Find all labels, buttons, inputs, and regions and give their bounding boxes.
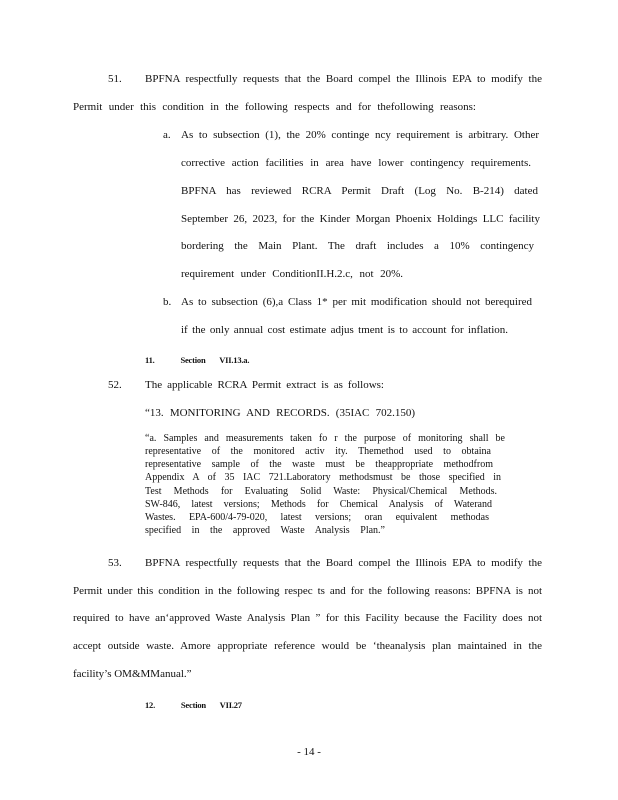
section-ref: VII.27 (219, 700, 242, 710)
section-label: Section (180, 355, 206, 365)
list-item-line: bordering the Main Plant. The draft includes a 10% contingency (181, 240, 534, 252)
paragraph-line: BPFNA respectfully requests that the Board compel the Illinois EPA to modify the (145, 557, 542, 569)
section-ref: VII.13.a. (219, 355, 250, 365)
paragraph-line: facility’s OM&MManual.” (73, 668, 192, 680)
quote-line: specified in the approved Waste Analysis Plan.” (145, 525, 385, 536)
paragraph-line: accept outside waste. Amore appropriate reference would be ‘theanalysis plan maintained in the (73, 640, 542, 652)
list-label: b. (163, 296, 172, 308)
list-item-line: BPFNA has reviewed RCRA Permit Draft (Log No. B-214) dated (181, 185, 538, 197)
section-heading (145, 354, 249, 367)
quote-line: representative sample of the waste must be theappropriate methodfrom (145, 459, 493, 470)
list-item-line: corrective action facilities in area have lower contingency requirements. (181, 157, 531, 169)
page-number: - 14 - (297, 746, 321, 758)
quote-line: Wastes. EPA-600/4-79-020, latest versions; oran equivalent methodas (145, 512, 489, 523)
quote-line: “a. Samples and measurements taken fo r the purpose of monitoring shall be (145, 433, 505, 444)
list-item-line: As to subsection (6),a Class 1* per mit modification should not berequired (181, 296, 532, 308)
section-number: 11. (145, 355, 155, 365)
paragraph-number: 51. (108, 73, 122, 85)
paragraph-line: Permit under this condition in the following respec ts and for the following reasons: BPFNA is not (73, 585, 542, 597)
paragraph-line: The applicable RCRA Permit extract is as follows: (145, 379, 384, 391)
paragraph-line: required to have an‘approved Waste Analysis Plan ” for this Facility because the Facility does not (73, 612, 542, 624)
list-item-line: requirement under ConditionII.H.2.c, not 20%. (181, 268, 403, 280)
paragraph-line: Permit under this condition in the following respects and for thefollowing reasons: (73, 101, 476, 113)
paragraph-number: 53. (108, 557, 122, 569)
quote-title: “13. MONITORING AND RECORDS. (35IAC 702.150) (145, 407, 415, 419)
section-number: 12. (145, 700, 156, 710)
paragraph-line: BPFNA respectfully requests that the Board compel the Illinois EPA to modify the (145, 73, 542, 85)
quote-line: Test Methods for Evaluating Solid Waste: Physical/Chemical Methods. (145, 486, 497, 497)
list-item-line: if the only annual cost estimate adjus tment is to account for inflation. (181, 324, 508, 336)
section-heading (145, 699, 242, 712)
quote-line: Appendix A of 35 IAC 721.Laboratory methodsmust be those specified in (145, 472, 501, 483)
quote-line: representative of the monitored activ ity. Themethod used to obtaina (145, 446, 491, 457)
section-label: Section (180, 700, 206, 710)
paragraph-number: 52. (108, 379, 122, 391)
list-label: a. (163, 129, 171, 141)
quote-line: SW-846, latest versions; Methods for Chemical Analysis of Waterand (145, 499, 492, 510)
list-item-line: As to subsection (1), the 20% continge ncy requirement is arbitrary. Other (181, 129, 539, 141)
list-item-line: September 26, 2023, for the Kinder Morgan Phoenix Holdings LLC facility (181, 213, 540, 225)
